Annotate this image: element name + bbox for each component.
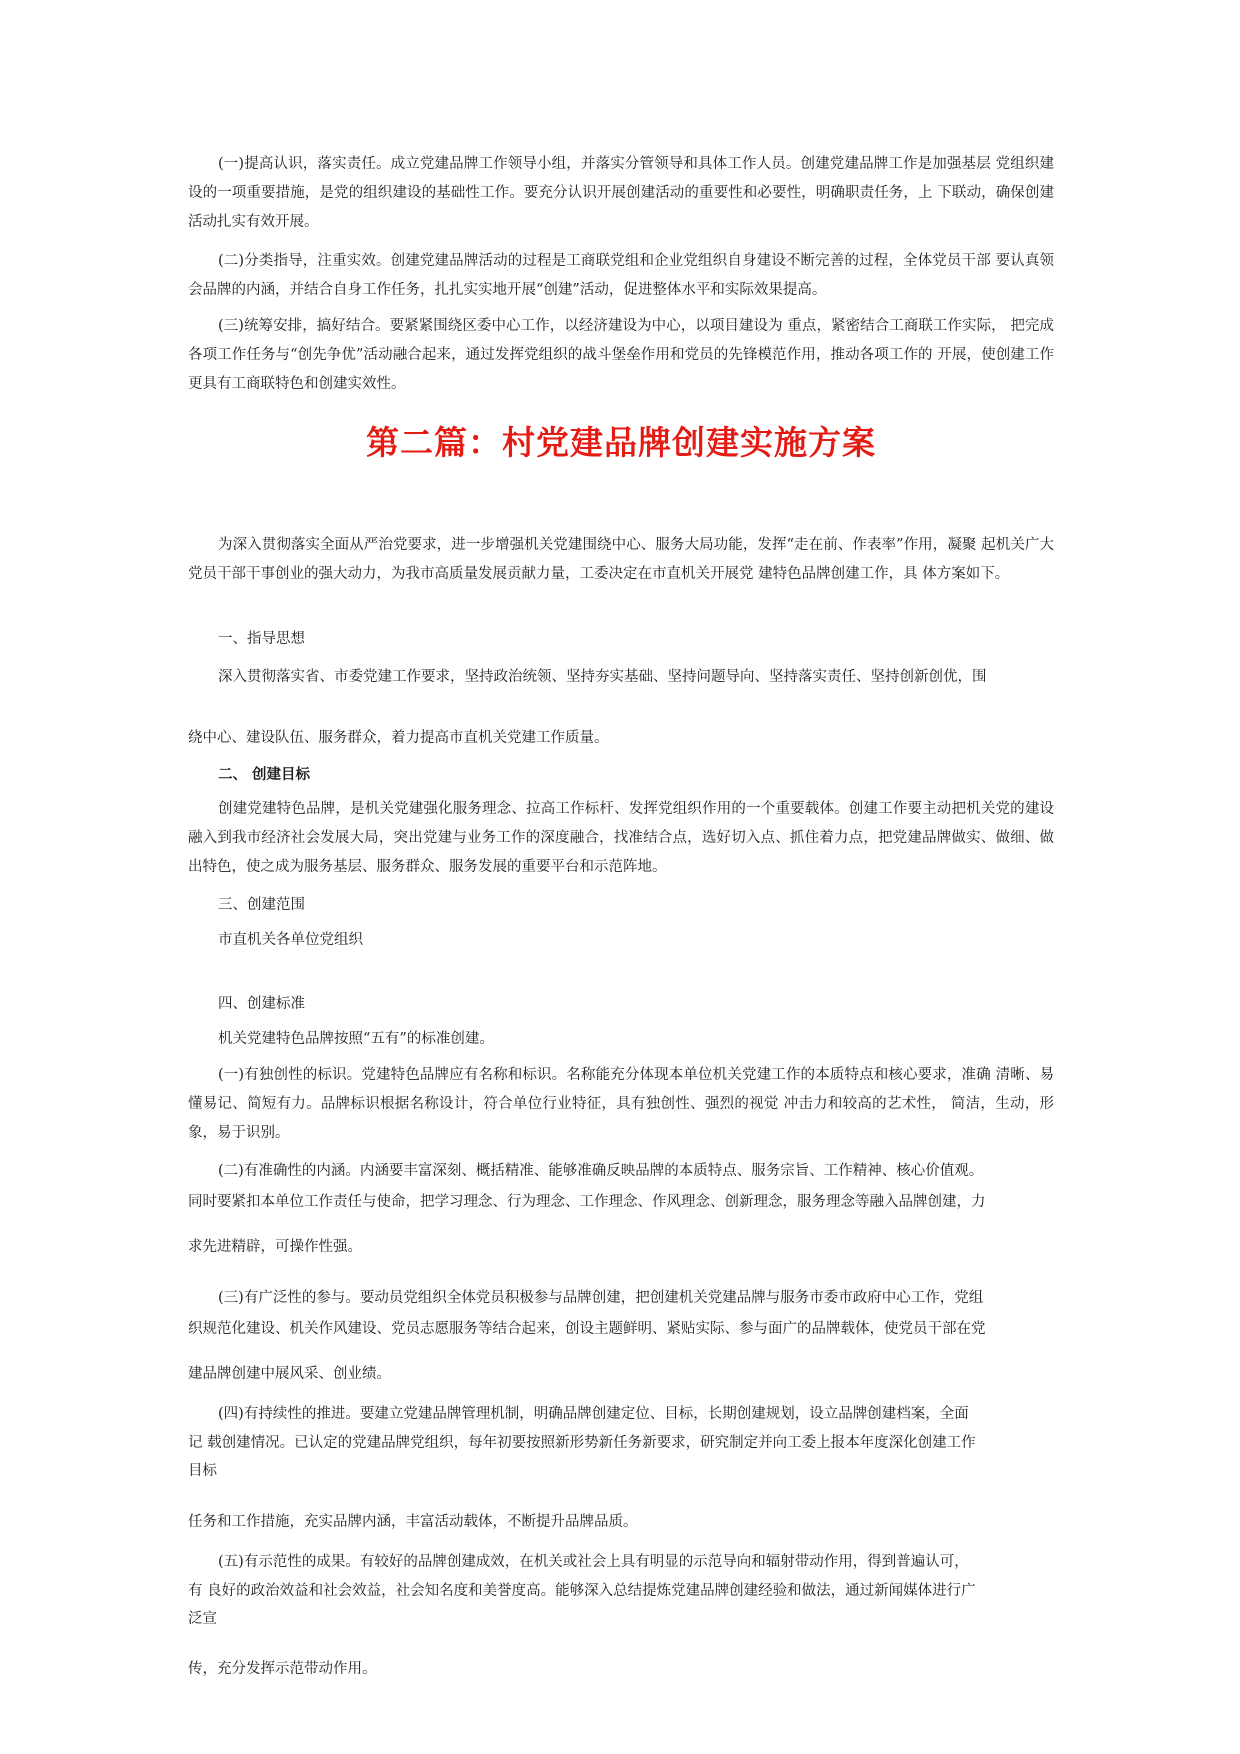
standard-5-line-4: 传，充分发挥示范带动作用。 — [188, 1661, 377, 1677]
paragraph-overall-planning: (三)统筹安排，搞好结合。要紧紧围绕区委中心工作，以经济建设为中心，以项目建设为 重点，紧密结合工商联工作实际， 把完成各项工作任务与“创先争优”活动融合起来，通过发挥党组织的战斗堡垒作用和党员的先锋模范作用，推动各项工作的 开展，使创建工作更具有工商联特色和创建实效性。 — [188, 318, 1054, 392]
paragraph-intro: 为深入贯彻落实全面从严治党要求，进一步增强机关党建围绕中心、服务大局功能，发挥“走在前、作表率”作用，凝聚 起机关广大党员干部干事创业的强大动力，为我市高质量发展贡献力量，工委决定在市直机关开展党 建特色品牌创建工作，具 体方案如下。 — [188, 537, 1054, 582]
paragraph-goal: 创建党建特色品牌，是机关党建强化服务理念、拉高工作标杆、发挥党组织作用的一个重要载体。创建工作要主动把机关党的建设融入到我市经济社会发展大局，突出党建与业务工作的深度融合，找准结合点，选好切入点、抓住着力点，把党建品牌做实、做细、做出特色，使之成为服务基层、服务群众、服务发展的重要平台和示范阵地。 — [188, 801, 1054, 875]
paragraph-scope: 市直机关各单位党组织 — [218, 932, 363, 948]
standard-5-line-3: 泛宣 — [188, 1611, 217, 1627]
section-heading-scope: 三、创建范围 — [218, 897, 305, 913]
paragraph-standard-1: (一)有独创性的标识。党建特色品牌应有名称和标识。名称能充分体现本单位机关党建工作的本质特点和核心要求，准确 清晰、易懂易记、简短有力。品牌标识根据名称设计，符合单位行业特征，具有独创性、强烈的视觉 冲击力和较高的艺术性， 简洁，生动，形象，易于识别。 — [188, 1067, 1054, 1141]
standard-2-line-3: 求先进精辟，可操作性强。 — [188, 1239, 362, 1255]
standard-5-line-1: (五)有示范性的成果。有较好的品牌创建成效，在机关或社会上具有明显的示范导向和辐射带动作用，得到普遍认可， — [218, 1554, 969, 1570]
standard-5-line-2: 有 良好的政治效益和社会效益，社会知名度和美誉度高。能够深入总结提炼党建品牌创建经验和做法，通过新闻媒体进行广 — [188, 1583, 976, 1599]
section-heading-standard: 四、创建标准 — [218, 996, 305, 1012]
paragraph-raise-awareness: (一)提高认识，落实责任。成立党建品牌工作领导小组，并落实分管领导和具体工作人员。创建党建品牌工作是加强基层 党组织建设的一项重要措施，是党的组织建设的基础性工作。要充分认识开展创建活动的重要性和必要性，明确职责任务，上 下联动，确保创建活动扎实有效开展。 — [188, 156, 1054, 230]
standard-3-line-3: 建品牌创建中展风采、创业绩。 — [188, 1366, 391, 1382]
standard-4-line-4: 任务和工作措施，充实品牌内涵，丰富活动载体，不断提升品牌品质。 — [188, 1514, 638, 1530]
standard-3-line-1: (三)有广泛性的参与。要动员党组织全体党员积极参与品牌创建，把创建机关党建品牌与服务市委市政府中心工作，党组 — [218, 1290, 984, 1306]
paragraph-standard-intro: 机关党建特色品牌按照“五有”的标准创建。 — [218, 1031, 494, 1047]
guiding-thought-line-1: 深入贯彻落实省、市委党建工作要求，坚持政治统领、坚持夯实基础、坚持问题导向、坚持落实责任、坚持创新创优，围 — [218, 669, 987, 685]
page-title: 第二篇：村党建品牌创建实施方案 — [366, 423, 876, 462]
paragraph-classified-guidance: (二)分类指导，注重实效。创建党建品牌活动的过程是工商联党组和企业党组织自身建设不断完善的过程，全体党员干部 要认真领会品牌的内涵，并结合自身工作任务，扎扎实实地开展“创建”活动，促进整体水平和实际效果提高。 — [188, 253, 1054, 298]
standard-2-line-1: (二)有准确性的内涵。内涵要丰富深刻、概括精准、能够准确反映品牌的本质特点、服务宗旨、工作精神、核心价值观。 — [218, 1163, 984, 1179]
standard-3-line-2: 织规范化建设、机关作风建设、党员志愿服务等结合起来，创设主题鲜明、紧贴实际、参与面广的品牌载体，使党员干部在党 — [188, 1321, 986, 1337]
guiding-thought-line-2: 绕中心、建设队伍、服务群众，着力提高市直机关党建工作质量。 — [188, 730, 609, 746]
section-heading-guiding-thought: 一、指导思想 — [218, 631, 305, 647]
standard-4-line-3: 目标 — [188, 1463, 217, 1479]
standard-2-line-2: 同时要紧扣本单位工作责任与使命，把学习理念、行为理念、工作理念、作风理念、创新理念，服务理念等融入品牌创建，力 — [188, 1194, 986, 1210]
standard-4-line-2: 记 载创建情况。已认定的党建品牌党组织，每年初要按照新形势新任务新要求，研究制定并向工委上报本年度深化创建工作 — [188, 1435, 976, 1451]
standard-4-line-1: (四)有持续性的推进。要建立党建品牌管理机制，明确品牌创建定位、目标，长期创建规划，设立品牌创建档案，全面 — [218, 1406, 969, 1422]
section-heading-goal: 二、 创建目标 — [218, 766, 311, 783]
